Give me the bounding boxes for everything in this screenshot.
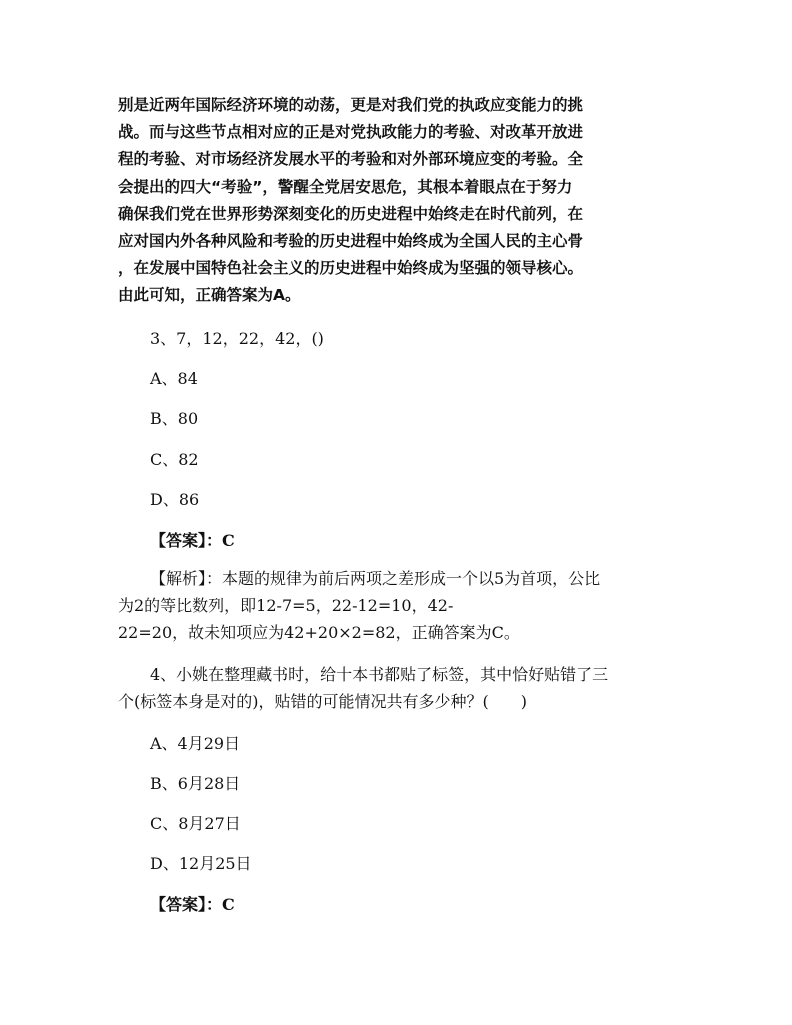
- text-line: 个(标签本身是对的)，贴错的可能情况共有多少种？( ): [118, 692, 527, 711]
- question-4-answer: [150, 893, 235, 917]
- text-line: ，在发展中国特色社会主义的历史进程中始终成为坚强的领导核心。: [118, 259, 584, 278]
- question-3-explanation: [118, 565, 678, 646]
- question-3-option-b: B、80: [150, 409, 199, 428]
- text-line: 程的考验、对市场经济发展水平的考验和对外部环境应变的考验。全: [118, 150, 584, 169]
- question-4-option-d: D、12月25日: [150, 854, 252, 873]
- text-line: 22=20，故未知项应为42+20×2=82，正确答案为C。: [118, 623, 520, 642]
- answer-value: C: [222, 531, 235, 550]
- question-3-option-d: D、86: [150, 490, 200, 509]
- text-line: 为2的等比数列，即12-7=5，22-12=10，42-: [118, 596, 454, 615]
- text-line: 战。而与这些节点相对应的正是对党执政能力的考验、对改革开放进: [118, 123, 584, 142]
- text-line: 由此可知，正确答案为A。: [118, 286, 301, 305]
- text-line: 确保我们党在世界形势深刻变化的历史进程中始终走在时代前列，在: [118, 204, 584, 223]
- text-line: 会提出的四大“考验”，警醒全党居安思危，其根本着眼点在于努力: [118, 177, 573, 196]
- answer-label: 【答案】：: [150, 895, 223, 914]
- question-3-option-a: A、84: [150, 369, 198, 388]
- question-3-stem: 3、7，12，22，42，(): [150, 329, 324, 348]
- text-line: 应对国内外各种风险和考验的历史进程中始终成为全国人民的主心骨: [118, 232, 584, 251]
- text-line: 别是近两年国际经济环境的动荡，更是对我们党的执政应变能力的挑: [118, 96, 584, 114]
- question-3-answer: [150, 529, 235, 553]
- question-4-option-c: C、8月27日: [150, 814, 241, 833]
- text-line: 【解析】：本题的规律为前后两项之差形成一个以5为首项，公比: [150, 569, 601, 588]
- question-4-option-a: A、4月29日: [150, 734, 241, 753]
- explanation-continuation: [118, 92, 674, 310]
- question-4-stem: [118, 661, 678, 715]
- answer-value: C: [222, 895, 235, 914]
- question-3-option-c: C、82: [150, 450, 199, 469]
- text-line: 4、小姚在整理藏书时，给十本书都贴了标签，其中恰好贴错了三: [150, 665, 609, 684]
- answer-label: 【答案】：: [150, 531, 223, 550]
- question-4-option-b: B、6月28日: [150, 774, 241, 793]
